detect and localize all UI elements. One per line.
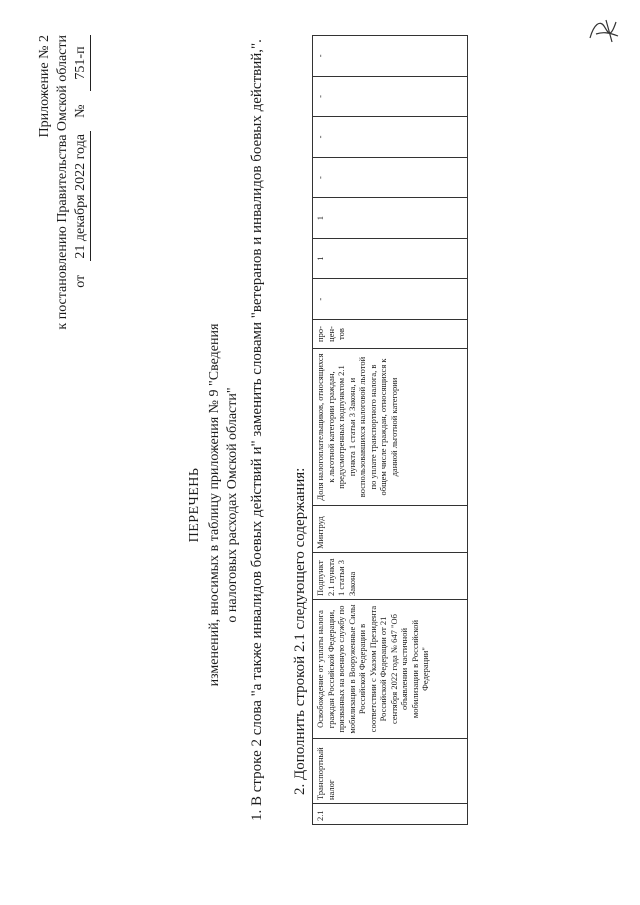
- decree-date: 21 декабря 2022 года: [72, 131, 91, 261]
- cell-value: 1: [313, 238, 468, 279]
- inserted-row-table: [312, 35, 468, 825]
- cell-unit: про-цен-тов: [313, 320, 468, 349]
- cell-tax: Транспортный налог: [313, 739, 468, 804]
- cell-description: Освобождение от уплаты налога граждан Российской Федерации, призванных на военную службу по мобилизации в Вооруженные Силы Российской Федерации в соответствии с Указом Президента Российской Федерации от 21 сентября 2022 года № 647 "Об объявлении частичной мобилизации в Российской Федерации": [313, 600, 468, 739]
- cell-value: -: [313, 279, 468, 320]
- document-heading: ПЕРЕЧЕНЬ: [187, 467, 202, 543]
- cell-value: -: [313, 76, 468, 117]
- cell-value: -: [313, 157, 468, 198]
- handwritten-signature: [586, 14, 622, 46]
- document-subtitle-2: о налоговых расходах Омской области": [225, 387, 240, 623]
- cell-indicator: Доля налогоплательщиков, относящихся к льготной категории граждан, предусмотренных подпунктом 2.1 пункта 1 статьи 3 Закона, и воспользовавшихся налоговой льготой по уплате транспортного налога, в общем числе граждан, относящихся к данной льготной категории: [313, 349, 468, 506]
- document-subtitle-1: изменений, вносимых в таблицу приложения № 9 "Сведения: [207, 323, 222, 687]
- cell-legal-basis: Подпункт 2.1 пункта 1 статьи 3 Закона: [313, 553, 468, 600]
- appendix-date-line: [72, 35, 91, 385]
- signature-mark: [586, 14, 622, 46]
- paragraph-2: 2. Дополнить строкой 2.1 следующего содержания:: [292, 467, 308, 795]
- cell-value: 1: [313, 198, 468, 239]
- number-label: №: [73, 104, 88, 118]
- appendix-decree: к постановлению Правительства Омской области: [55, 35, 70, 330]
- decree-number: 751-п: [72, 35, 91, 91]
- appendix-title: Приложение № 2: [37, 35, 52, 138]
- from-label: от: [73, 274, 88, 288]
- cell-value: -: [313, 36, 468, 77]
- cell-row-number: 2.1: [313, 804, 468, 825]
- table-row: [313, 36, 468, 825]
- paragraph-1: 1. В строке 2 слова "а также инвалидов боевых действий и" заменить словами "ветеранов и инвалидов боевых действий,".: [249, 39, 265, 821]
- appendix-header: [36, 35, 91, 385]
- cell-curator: Минтруд: [313, 506, 468, 553]
- cell-value: -: [313, 117, 468, 158]
